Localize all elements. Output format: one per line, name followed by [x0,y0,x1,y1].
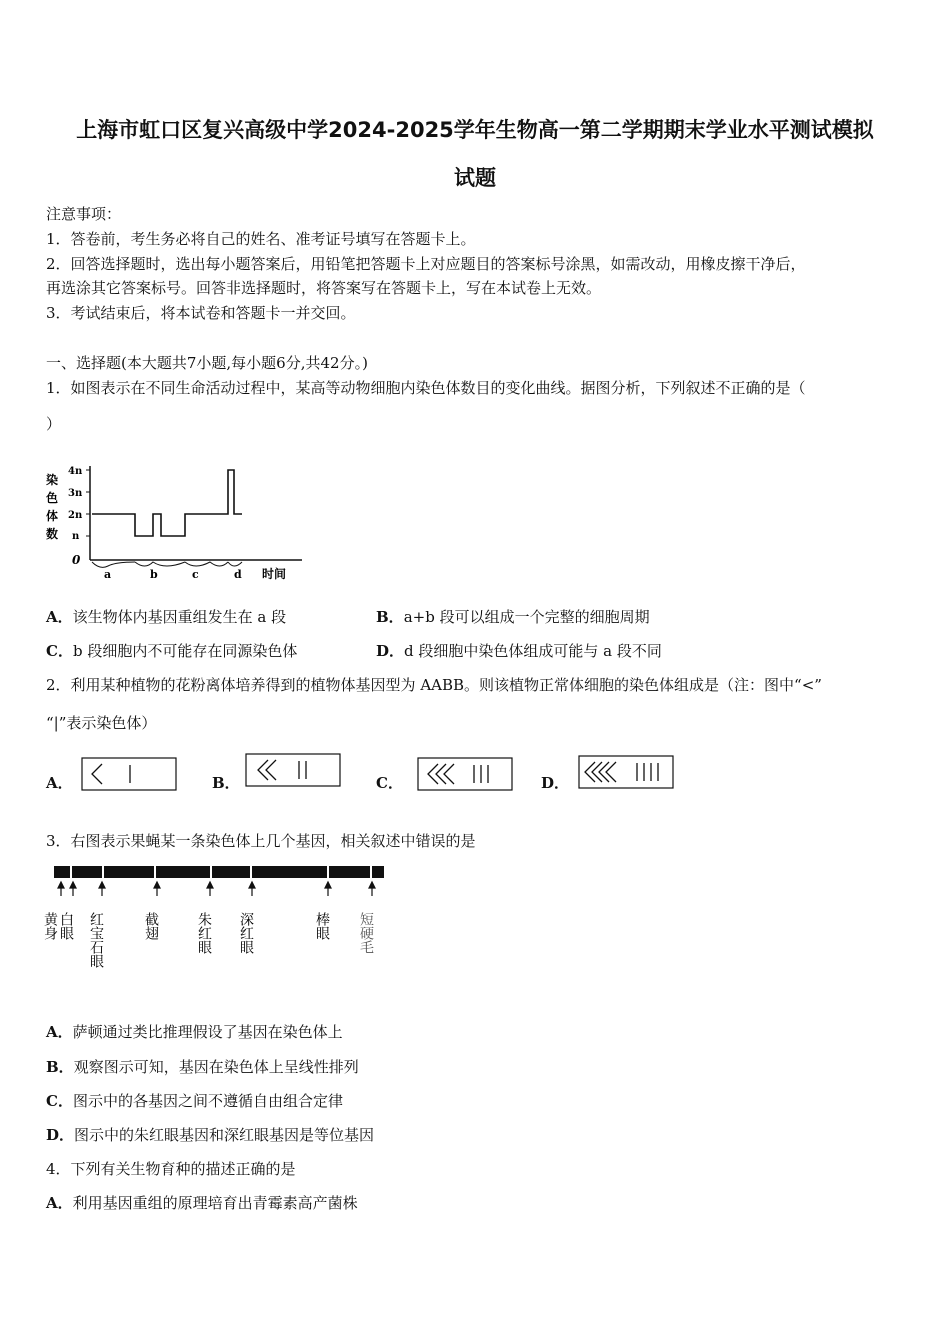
chart-ytick: 4n [68,466,83,477]
q1-option-b [376,606,650,627]
q4-stem: 4．下列有关生物育种的描述正确的是 [46,1160,296,1178]
option-label: C． [46,1092,73,1110]
q2-option-a-label: A． [46,774,73,792]
q2-option-c-label: C． [376,774,403,792]
q2-option-b-figure [244,752,342,788]
q3-option-c [46,1090,343,1111]
chart-xpoint: d [234,568,242,581]
q2-option-d-figure [577,754,675,790]
q2-option-d-label: D． [541,774,570,792]
option-label: B． [376,608,404,626]
q2-option-c-figure [416,756,514,792]
exam-title-line2: 试题 [454,166,496,190]
section-heading: 一、选择题(本大题共7小题,每小题6分,共42分。) [46,354,368,372]
notice-heading: 注意事项： [46,205,122,223]
gene-label: 白眼 [58,912,74,940]
chart-ylabel-char: 染 [46,473,59,487]
option-text: b 段细胞内不可能存在同源染色体 [72,642,298,660]
chart-ytick: 3n [68,488,83,499]
notice-item: 再选涂其它答案标号。回答非选择题时，将答案写在答题卡上，写在本试卷上无效。 [46,279,602,297]
gene-label: 截翅 [143,912,159,940]
chart-ytick: n [72,531,80,542]
q1-stem-end: ） [46,415,62,433]
option-label: A． [46,1194,73,1212]
gene-label: 黄身 [42,912,58,940]
q1-option-d [376,640,662,661]
option-label: B． [46,1058,74,1076]
option-text: 利用基因重组的原理培育出青霉素高产菌株 [72,1194,358,1212]
gene-label: 短硬毛 [358,912,374,954]
option-text: d 段细胞中染色体组成可能与 a 段不同 [404,642,662,660]
option-text: 萨顿通过类比推理假设了基因在染色体上 [72,1023,343,1041]
option-text: 观察图示可知，基因在染色体上呈线性排列 [73,1058,359,1076]
q1-stem: 1．如图表示在不同生命活动过程中，某高等动物细胞内染色体数目的变化曲线。据图分析，下列叙述不正确的是（ [46,379,806,397]
q1-option-a [46,606,286,627]
chart-xpoint: c [192,568,199,581]
option-label: D． [46,1126,75,1144]
option-label: D． [376,642,405,660]
q3-option-a [46,1021,343,1042]
gene-label: 棒眼 [314,912,330,940]
option-text: 该生物体内基因重组发生在 a 段 [72,608,287,626]
exam-title-line1: 上海市虹口区复兴高级中学2024-2025学年生物高一第二学期期末学业水平测试模拟 [76,118,874,142]
option-text: 图示中的朱红眼基因和深红眼基因是等位基因 [74,1126,375,1144]
q4-option-a [46,1192,358,1213]
gene-label: 深红眼 [238,912,254,954]
chart-xlabel: 时间 [262,567,287,581]
option-label: A． [46,608,73,626]
option-text: a+b 段可以组成一个完整的细胞周期 [403,608,650,626]
q3-gene-map [44,862,394,977]
q2-option-b-label: B． [212,774,240,792]
gene-label: 红宝石眼 [88,912,104,968]
q3-option-d [46,1124,374,1145]
notice-item: 3．考试结束后，将本试卷和答题卡一并交回。 [46,304,356,322]
option-label: C． [46,642,73,660]
gene-label: 朱红眼 [196,912,212,954]
notice-item: 2．回答选择题时，选出每小题答案后，用铅笔把答题卡上对应题目的答案标号涂黑，如需改动，用橡皮擦干净后， [46,255,806,273]
chart-ytick: 0 [72,553,81,567]
q3-stem: 3．右图表示果蝇某一条染色体上几个基因，相关叙述中错误的是 [46,832,476,850]
chart-xpoint: a [104,568,112,581]
q2-option-a-figure [80,756,178,792]
chart-ylabel-char: 体 [46,509,59,523]
notice-item: 1．答卷前，考生务必将自己的姓名、准考证号填写在答题卡上。 [46,230,476,248]
q2-stem: 2．利用某种植物的花粉离体培养得到的植物体基因型为 AABB。则该植物正常体细胞的染色体组成是（注：图中“<” [46,676,822,694]
option-text: 图示中的各基因之间不遵循自由组合定律 [72,1092,343,1110]
chart-ylabel-char: 色 [46,491,59,505]
chart-ytick: 2n [68,510,83,521]
chart-ylabel-char: 数 [46,527,59,541]
option-label: A． [46,1023,73,1041]
chart-xpoint: b [150,568,158,581]
q3-option-b [46,1056,359,1077]
q1-chromosome-chart [40,458,310,588]
q1-option-c [46,640,297,661]
q2-stem-end: “|”表示染色体） [46,714,157,732]
chart-curve [92,470,242,536]
